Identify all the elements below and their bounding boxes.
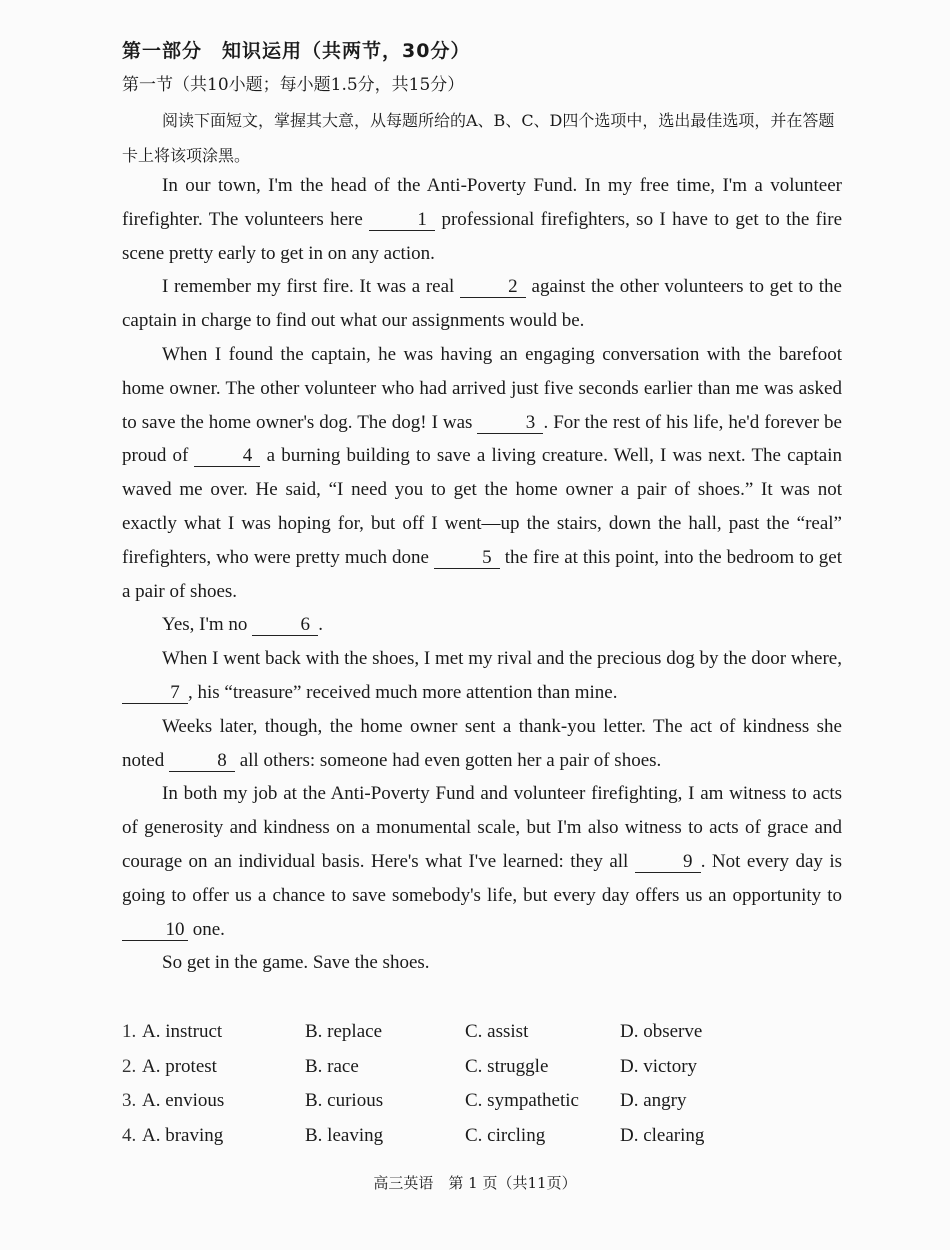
option-b: B. replace xyxy=(305,1021,383,1043)
option-d: D. victory xyxy=(620,1055,698,1077)
part-title: 第一部分 知识运用（共两节，30分） xyxy=(122,40,471,62)
text: In our town, I'm the head of the Anti-Poverty Fund. In my free time, I'm a volunteer firefighter. The volunteers here xyxy=(122,175,842,230)
text: Yes, I'm no xyxy=(162,614,253,636)
instruction-text: 阅读下面短文，掌握其大意，从每题所给的A、B、C、D四个选项中，选出最佳选项，并在答题卡上将该项涂黑。 xyxy=(122,111,835,165)
paragraph-1 xyxy=(122,169,842,270)
blank-9: 9 xyxy=(635,852,701,873)
option-a: A. braving xyxy=(142,1124,224,1146)
option-d: D. angry xyxy=(620,1090,687,1112)
option-row-4 xyxy=(122,1119,842,1154)
option-row-3 xyxy=(122,1084,842,1119)
text: professional firefighters, so I have to get to the fire scene pretty early to get in on any action. xyxy=(122,208,842,264)
blank-1: 1 xyxy=(369,210,435,231)
blank-7: 7 xyxy=(122,683,188,704)
text: a burning building to save a living creature. Well, I was next. The captain waved me over. He said, “I need you to get the home owner a pair of shoes.” It was not exactly what I was hoping for, but off I went—up the stairs, down the hall, past the “real” firefighters, who were pretty much done xyxy=(122,445,842,568)
blank-5: 5 xyxy=(434,548,500,569)
option-c: C. assist xyxy=(465,1021,529,1043)
paragraph-4 xyxy=(122,608,842,642)
option-a: A. instruct xyxy=(142,1021,223,1043)
section-title: 第一节（共10小题；每小题1.5分，共15分） xyxy=(122,75,465,95)
option-c: C. circling xyxy=(465,1124,546,1146)
option-c: C. struggle xyxy=(465,1055,549,1077)
option-b: B. race xyxy=(305,1055,359,1077)
question-number: 3. xyxy=(122,1090,137,1112)
text: . For the rest of his life, he'd forever be proud of xyxy=(122,411,842,467)
blank-8: 8 xyxy=(169,751,235,772)
blank-6: 6 xyxy=(252,615,318,636)
text: I remember my first fire. It was a real xyxy=(162,276,460,298)
text: Weeks later, though, the home owner sent a thank-you letter. The act of kindness she noted xyxy=(122,715,842,771)
text: all others: someone had even gotten her a pair of shoes. xyxy=(234,749,662,771)
question-number: 2. xyxy=(122,1055,137,1077)
text: In both my job at the Anti-Poverty Fund and volunteer firefighting, I am witness to acts of generosity and kindness on a monumental scale, but I'm also witness to acts of grace and courage on an individual basis. Here's what I've learned: they all xyxy=(122,783,842,872)
paragraph-2 xyxy=(122,270,842,338)
option-row-2 xyxy=(122,1050,842,1085)
text: one. xyxy=(188,918,225,940)
option-b: B. leaving xyxy=(305,1124,384,1146)
text: So get in the game. Save the shoes. xyxy=(162,952,430,974)
blank-3: 3 xyxy=(477,413,543,434)
text: When I went back with the shoes, I met my rival and the precious dog by the door where, xyxy=(162,648,842,670)
option-a: A. protest xyxy=(142,1055,217,1077)
paragraph-3 xyxy=(122,338,842,608)
cloze-passage xyxy=(122,169,842,980)
question-number: 1. xyxy=(122,1021,137,1043)
text: against the other volunteers to get to the captain in charge to find out what our assignments would be. xyxy=(122,276,842,332)
blank-2: 2 xyxy=(460,277,526,298)
paragraph-5 xyxy=(122,642,842,710)
text: . xyxy=(318,614,323,636)
option-b: B. curious xyxy=(305,1090,384,1112)
text: When I found the captain, he was having an engaging conversation with the barefoot home owner. The other volunteer who had arrived just five seconds earlier than me was asked to save the home owner's dog. The dog! I was xyxy=(122,343,842,433)
paragraph-7 xyxy=(122,777,842,946)
option-a: A. envious xyxy=(142,1090,225,1112)
option-row-1 xyxy=(122,1015,842,1050)
blank-4: 4 xyxy=(194,446,260,467)
answer-options xyxy=(122,1015,842,1153)
question-number: 4. xyxy=(122,1124,137,1146)
text: the fire at this point, into the bedroom to get a pair of shoes. xyxy=(122,546,842,602)
option-c: C. sympathetic xyxy=(465,1090,579,1112)
blank-10: 10 xyxy=(122,920,188,941)
text: , his “treasure” received much more attention than mine. xyxy=(188,681,618,703)
paragraph-6 xyxy=(122,710,842,778)
page-footer: 高三英语 第 1 页（共11页） xyxy=(373,1174,577,1192)
option-d: D. clearing xyxy=(620,1124,705,1146)
text: . Not every day is going to offer us a chance to save somebody's life, but every day offers us an opportunity to xyxy=(122,850,842,906)
option-d: D. observe xyxy=(620,1021,703,1043)
paragraph-8 xyxy=(122,946,842,980)
